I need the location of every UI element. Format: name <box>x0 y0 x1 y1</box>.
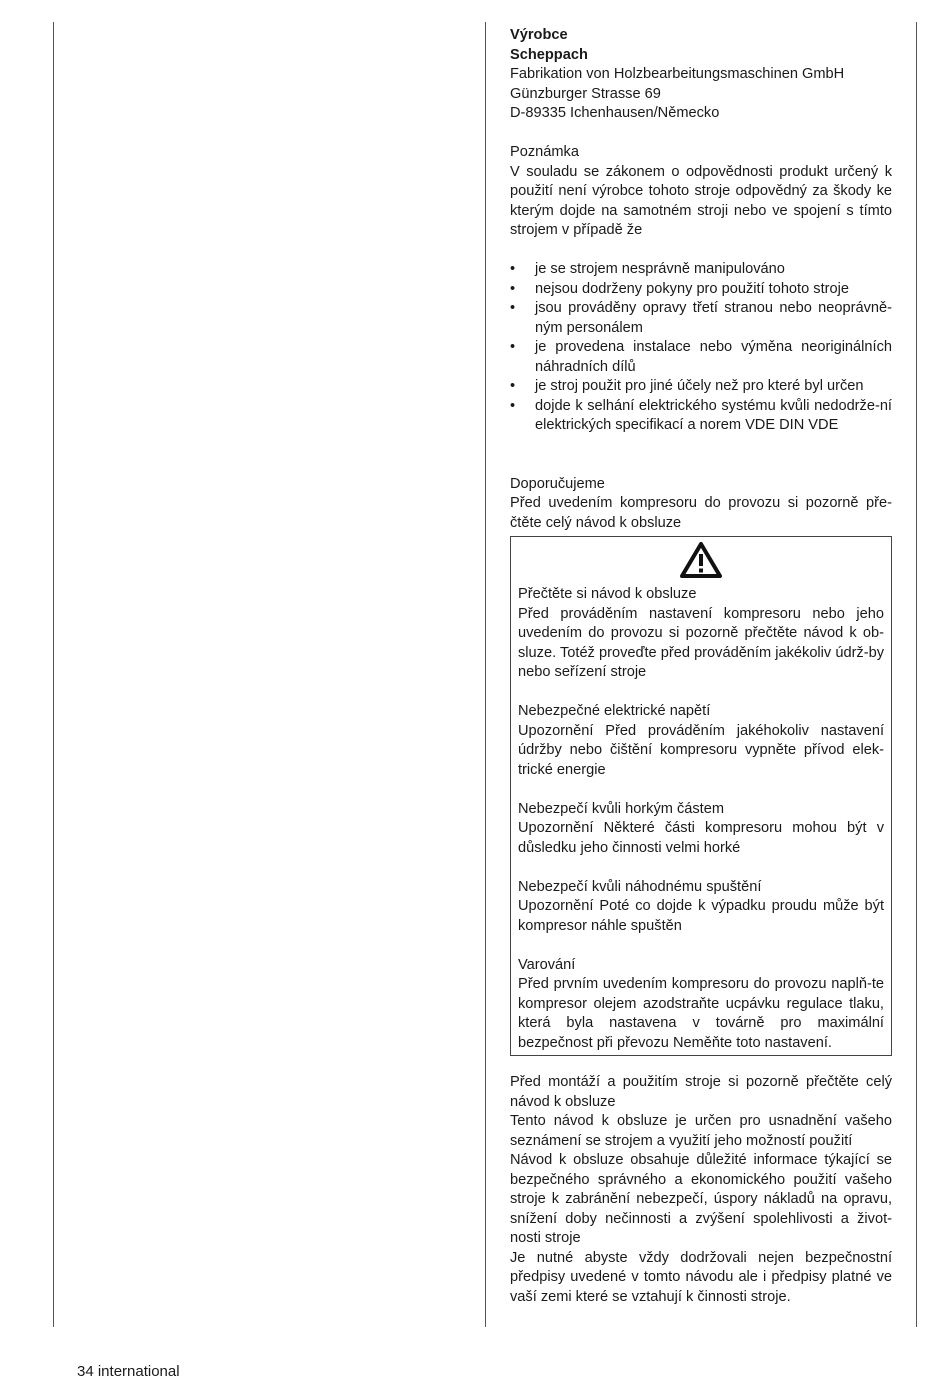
manufacturer-line: Günzburger Strasse 69 <box>510 85 661 102</box>
manufacturer-heading: Výrobce <box>510 27 568 43</box>
warning-section-title: Přečtěte si návod k obsluze <box>518 586 697 602</box>
warning-section-title: Nebezpečné elektrické napětí <box>518 703 711 719</box>
bullet-icon: • <box>510 378 516 394</box>
closing-paragraph: Návod k obsluze obsahuje důležité informace týkající se bezpečného správného a ekonomického použití vašeho stroje k zabránění nebezpečí, úspory nákladů na opravu, snížení doby nečinnosti a zvýšení spolehlivosti a život-nosti stroje <box>510 1152 892 1246</box>
bullet-icon: • <box>510 300 516 316</box>
closing-paragraph: Je nutné abyste vždy dodržovali nejen bezpečnostní předpisy uvedené v tomto návodu ale i předpisy platné ve vaší zemi které se vztahují k činnosti stroje. <box>510 1249 892 1305</box>
manufacturer-line: D-89335 Ichenhausen/Německo <box>510 105 720 121</box>
left-margin-rule <box>53 22 54 1327</box>
right-margin-rule <box>916 22 917 1327</box>
safety-warning-box <box>510 536 892 1056</box>
warning-triangle-icon <box>679 541 723 579</box>
warning-section-text: Před prováděním nastavení kompresoru nebo jeho uvedením do provozu si pozorně přečtěte návod k ob-sluze. Totéž proveďte před prováděním jakékoliv údrž-by nebo seřízení stroje <box>518 605 884 680</box>
closing-paragraph: Před montáží a použitím stroje si pozorně přečtěte celý návod k obsluze <box>510 1074 892 1110</box>
note-text: V souladu se zákonem o odpovědnosti produkt určený k použití není výrobce tohoto stroje odpovědný za škody ke kterým dojde na samotném stroji nebo ve spojení s tímto strojem v případě že <box>510 163 892 238</box>
recommend-heading: Doporučujeme <box>510 475 605 492</box>
list-item: • jsou prováděny opravy třetí stranou nebo neoprávně-ným personálem <box>510 300 892 336</box>
list-item: • je stroj použit pro jiné účely než pro které byl určen <box>510 377 892 397</box>
liability-bullet-list <box>510 260 892 436</box>
closing-paragraph: Tento návod k obsluze je určen pro usnadnění vašeho seznámení se strojem a využití jeho možností použití <box>510 1113 892 1149</box>
warning-section-text: Upozornění Některé části kompresoru mohou být v důsledku jeho činnosti velmi horké <box>518 820 884 856</box>
recommend-text: Před uvedením kompresoru do provozu si pozorně pře-čtěte celý návod k obsluze <box>510 495 892 531</box>
bullet-icon: • <box>510 339 516 355</box>
bullet-icon: • <box>510 261 516 277</box>
list-item: • je provedena instalace nebo výměna neoriginálních náhradních dílů <box>510 339 892 375</box>
bullet-icon: • <box>510 397 516 414</box>
warning-section-text: Upozornění Poté co dojde k výpadku proudu může být kompresor náhle spuštěn <box>518 898 884 934</box>
bullet-icon: • <box>510 280 516 297</box>
warning-section-title: Nebezpečí kvůli horkým částem <box>518 800 725 817</box>
list-item: • je se strojem nesprávně manipulováno <box>510 260 892 280</box>
list-item: • nejsou dodrženy pokyny pro použití tohoto stroje <box>510 280 892 300</box>
warning-section-text: Upozornění Před prováděním jakéhokoliv nastavení údržby nebo čištění kompresoru vypněte přívod elek-trické energie <box>518 722 884 778</box>
warning-section-text: Před prvním uvedením kompresoru do provozu naplň-te kompresor olejem azodstraňte ucpávku regulace tlaku, která byla nastavena v továrně pro maximální bezpečnost při převozu Neměňte toto nastavení. <box>518 976 884 1051</box>
note-heading: Poznámka <box>510 144 579 160</box>
list-item: • dojde k selhání elektrického systému kvůli nedodrže-ní elektrických specifikací a norem VDE DIN VDE <box>510 397 892 433</box>
manufacturer-name: Scheppach <box>510 46 588 63</box>
warning-section-title: Varování <box>518 956 576 973</box>
page-footer: 34 international <box>77 1363 180 1380</box>
manufacturer-line: Fabrikation von Holzbearbeitungsmaschinen GmbH <box>510 66 845 82</box>
center-column-rule <box>485 22 486 1327</box>
warning-section-title: Nebezpečí kvůli náhodnému spuštění <box>518 878 762 895</box>
right-text-column <box>510 26 892 1307</box>
